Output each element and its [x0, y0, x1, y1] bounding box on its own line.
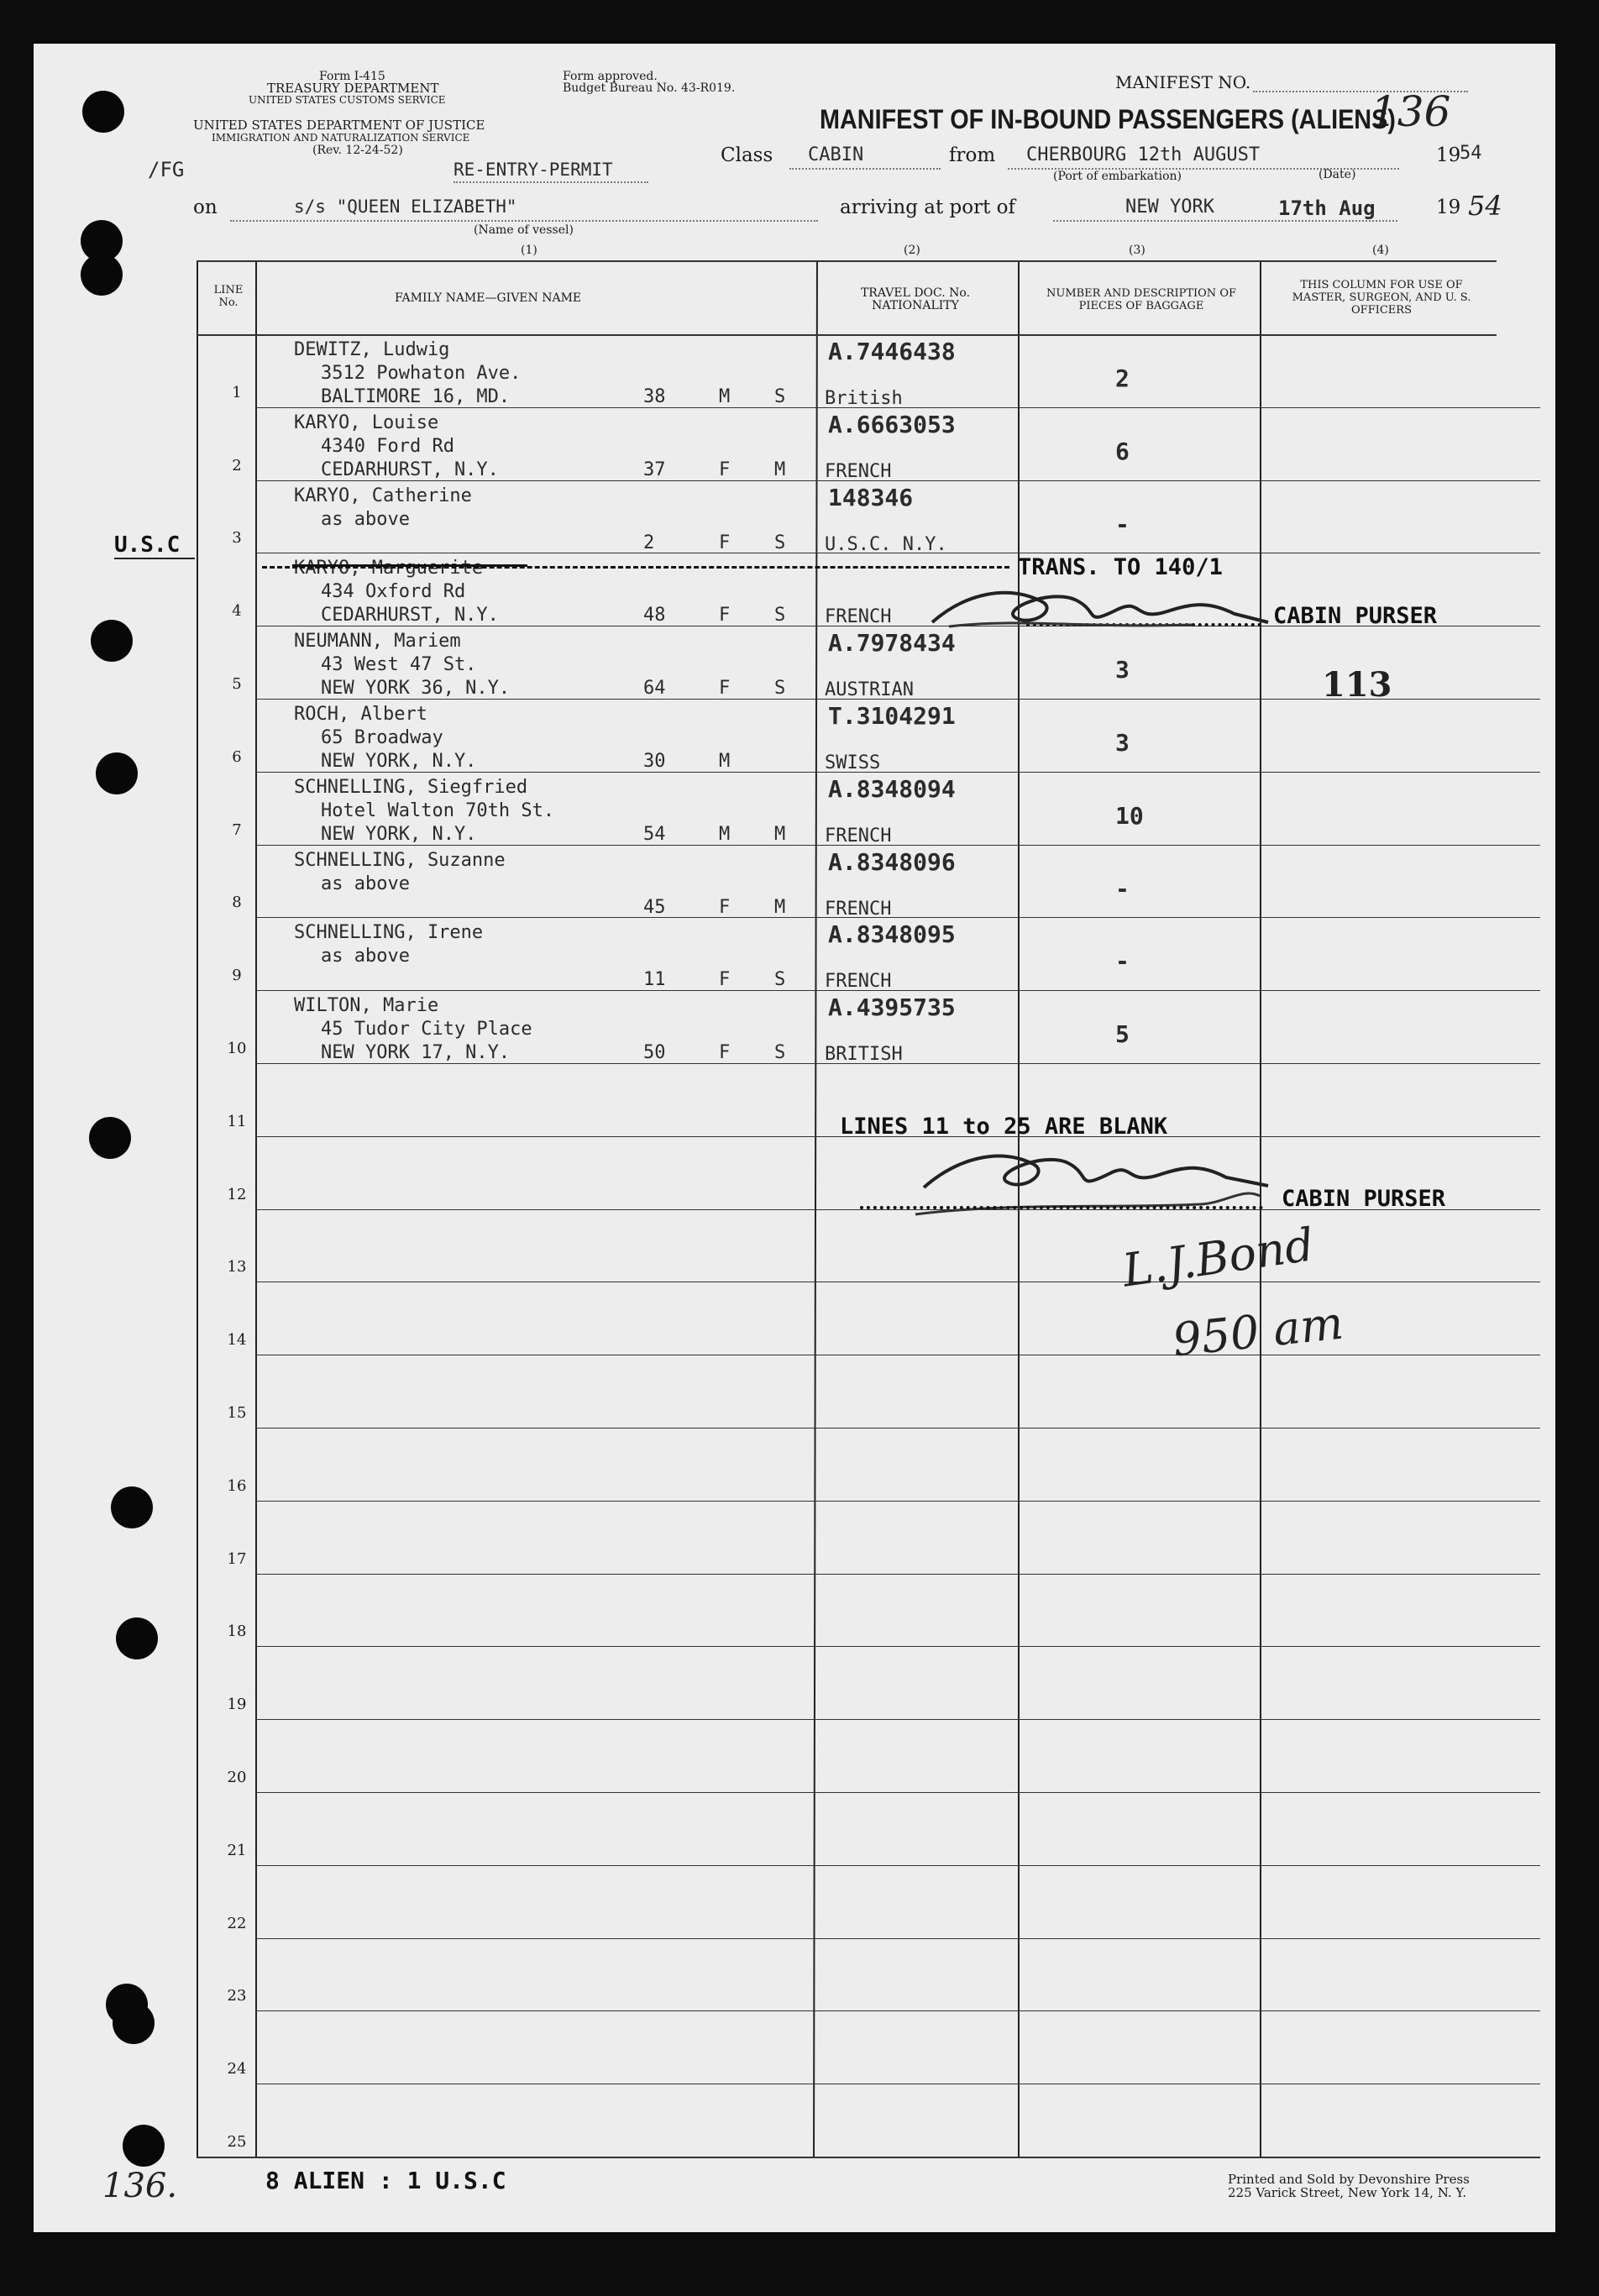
- printer-line-1: Printed and Sold by Devonshire Press: [1228, 2172, 1470, 2187]
- year-suffix-1: 54: [1460, 143, 1482, 164]
- passenger-age: 38: [643, 386, 666, 407]
- table-header-rule: [197, 334, 1497, 336]
- passenger-address-2: CEDARHURST, N.Y.: [321, 605, 499, 626]
- purser-signature-1: [915, 576, 1277, 647]
- col-number-3: (3): [1129, 244, 1146, 257]
- travel-doc-header: TRAVEL DOC. No. NATIONALITY: [860, 286, 971, 312]
- form-number: Form I-415: [319, 70, 385, 83]
- passenger-sex: F: [719, 896, 731, 918]
- name-header: FAMILY NAME—GIVEN NAME: [395, 291, 582, 305]
- port-value: NEW YORK: [1125, 197, 1214, 218]
- line-number: 23: [227, 1987, 247, 2005]
- passenger-marital: S: [774, 678, 786, 700]
- handwritten-signature: L.J.Bond: [1119, 1218, 1318, 1297]
- baggage-count: 10: [1115, 801, 1144, 830]
- passenger-name: KARYO, Catherine: [294, 485, 472, 506]
- vessel-caption: (Name of vessel): [474, 223, 574, 237]
- line-number: 8: [232, 894, 242, 911]
- class-line: [789, 168, 941, 170]
- passenger-marital: M: [774, 459, 786, 480]
- line-number: 22: [227, 1915, 247, 1932]
- passenger-name: SCHNELLING, Siegfried: [294, 776, 528, 798]
- passenger-age: 48: [643, 605, 666, 626]
- line-number: 13: [227, 1258, 247, 1276]
- port-line: [1053, 220, 1397, 222]
- vessel-line: [230, 220, 818, 222]
- travel-doc-number: A.7978434: [828, 629, 956, 658]
- passenger-address-1: as above: [321, 873, 410, 894]
- col-number-1: (1): [521, 244, 537, 257]
- passenger-marital: S: [774, 532, 786, 553]
- line-number: 7: [232, 821, 242, 839]
- table-bottom-rule: [197, 2157, 1540, 2158]
- travel-doc-number: A.8348096: [828, 847, 956, 876]
- row-rule: [255, 1646, 1540, 1647]
- manifest-no-label: MANIFEST NO.: [1115, 72, 1251, 92]
- baggage-header: NUMBER AND DESCRIPTION OF PIECES OF BAGGAGE: [1046, 287, 1236, 312]
- travel-doc-number: A.4395735: [828, 993, 956, 1022]
- passenger-address-2: NEW YORK 17, N.Y.: [321, 1042, 511, 1064]
- row-rule: [255, 1501, 1540, 1502]
- passenger-name: ROCH, Albert: [294, 704, 427, 725]
- passenger-name: SCHNELLING, Suzanne: [294, 849, 506, 871]
- row-rule: [255, 2010, 1540, 2011]
- line-number: 5: [232, 675, 242, 693]
- passenger-marital: S: [774, 969, 786, 991]
- manifest-title: MANIFEST OF IN-BOUND PASSENGERS (ALIENS): [820, 104, 1396, 134]
- fg-note: /FG: [148, 158, 185, 181]
- nationality: FRENCH: [825, 898, 892, 920]
- line-number: 15: [227, 1404, 247, 1422]
- port-embarkation-caption: (Port of embarkation): [1053, 170, 1182, 183]
- travel-doc-number: A.6663053: [828, 410, 956, 438]
- line-number: 17: [227, 1550, 247, 1568]
- vessel-value: s/s "QUEEN ELIZABETH": [294, 197, 517, 217]
- row-rule: [255, 480, 1540, 481]
- punch-hole: [113, 2002, 155, 2044]
- trans-note: TRANS. TO 140/1: [1018, 554, 1223, 580]
- purser-dotted-line-2: [860, 1206, 1263, 1209]
- passenger-age: 50: [643, 1042, 666, 1064]
- baggage-count: 5: [1115, 1020, 1130, 1049]
- line-number: 1: [232, 384, 242, 401]
- class-label: Class: [721, 144, 773, 166]
- passenger-address-1: 434 Oxford Rd: [321, 581, 466, 603]
- passenger-name: DEWITZ, Ludwig: [294, 339, 450, 360]
- from-value: CHERBOURG 12th AUGUST: [1026, 144, 1261, 165]
- purser-signature-2: [907, 1137, 1277, 1224]
- year-prefix-1: 19: [1436, 144, 1461, 166]
- nationality: SWISS: [825, 752, 881, 773]
- travel-doc-number: T.3104291: [828, 702, 956, 730]
- passenger-marital: S: [774, 605, 786, 626]
- passenger-age: 45: [643, 896, 666, 918]
- passenger-name: KARYO, Louise: [294, 411, 439, 433]
- line-number: 21: [227, 1842, 247, 1859]
- line-number: 10: [227, 1040, 247, 1057]
- passenger-address-1: 43 West 47 St.: [321, 654, 477, 676]
- year-prefix-2: 19: [1436, 197, 1461, 218]
- line-number: 16: [227, 1477, 247, 1495]
- passenger-marital: M: [774, 896, 786, 918]
- nationality: FRENCH: [825, 971, 892, 993]
- signature-scribble: [915, 576, 1277, 643]
- row-rule: [255, 1792, 1540, 1793]
- travel-doc-number: 148346: [828, 483, 914, 511]
- line-number: 14: [227, 1331, 247, 1349]
- passenger-name: NEUMANN, Mariem: [294, 631, 461, 653]
- col-number-2: (2): [904, 244, 920, 257]
- passenger-marital: S: [774, 1042, 786, 1064]
- row-rule: [255, 990, 1540, 991]
- passenger-age: 64: [643, 678, 666, 700]
- cabin-purser-stamp-2: CABIN PURSER: [1282, 1186, 1446, 1212]
- passenger-address-2: CEDARHURST, N.Y.: [321, 459, 499, 480]
- budget-bureau: Budget Bureau No. 43-R019.: [563, 81, 736, 95]
- line-number: 18: [227, 1622, 247, 1640]
- punch-hole: [96, 752, 138, 794]
- treasury-dept: TREASURY DEPARTMENT: [267, 81, 439, 96]
- margin-page-number: 136.: [102, 2167, 178, 2205]
- justice-dept: UNITED STATES DEPARTMENT OF JUSTICE: [193, 118, 485, 133]
- passenger-marital: M: [774, 823, 786, 845]
- passenger-age: 37: [643, 459, 666, 480]
- cabin-purser-stamp-1: CABIN PURSER: [1273, 603, 1438, 629]
- row-rule: [255, 1574, 1540, 1575]
- class-value: CABIN: [808, 144, 864, 165]
- travel-doc-number: A.8348094: [828, 774, 956, 803]
- nationality: U.S.C. N.Y.: [825, 533, 947, 555]
- passenger-age: 30: [643, 751, 666, 772]
- passenger-age: 11: [643, 969, 666, 991]
- manifest-page: [34, 44, 1555, 2232]
- handwritten-time: 950 am: [1170, 1296, 1346, 1367]
- passenger-address-2: NEW YORK, N.Y.: [321, 823, 477, 845]
- punch-hole: [111, 1486, 153, 1528]
- date-caption: (Date): [1319, 168, 1356, 181]
- passenger-sex: M: [719, 386, 731, 407]
- punch-hole: [91, 620, 133, 662]
- punch-hole: [81, 254, 123, 296]
- travel-doc-number: A.7446438: [828, 338, 956, 365]
- line-number: 2: [232, 457, 242, 474]
- line-number: 3: [232, 529, 242, 547]
- year-suffix-2: 54: [1468, 190, 1502, 222]
- reentry-permit-note: RE-ENTRY-PERMIT: [453, 160, 613, 180]
- manifest-no-handwritten: 136: [1371, 87, 1451, 136]
- passenger-name: SCHNELLING, Irene: [294, 922, 484, 944]
- passenger-address-1: as above: [321, 946, 410, 967]
- passenger-name: KARYO, Marguerite: [294, 558, 484, 579]
- baggage-count: 2: [1115, 364, 1130, 392]
- row-rule: [255, 1938, 1540, 1939]
- line-number: 6: [232, 748, 242, 766]
- passenger-sex: M: [719, 823, 731, 845]
- officers-header: THIS COLUMN FOR USE OF MASTER, SURGEON, AND U. S. OFFICERS: [1292, 279, 1471, 317]
- baggage-count: 3: [1115, 729, 1130, 757]
- usc-margin-underline: [114, 558, 195, 559]
- passenger-sex: F: [719, 969, 731, 991]
- nationality: FRENCH: [825, 606, 892, 628]
- passenger-address-1: Hotel Walton 70th St.: [321, 799, 555, 821]
- row-rule: [255, 1719, 1540, 1720]
- line-number: 11: [227, 1113, 247, 1130]
- baggage-count: 6: [1115, 437, 1130, 465]
- passenger-marital: S: [774, 386, 786, 407]
- line-number: 4: [232, 602, 242, 620]
- punch-hole: [116, 1617, 158, 1659]
- from-label: from: [949, 144, 996, 166]
- passenger-sex: M: [719, 751, 731, 772]
- passenger-age: 2: [643, 532, 655, 553]
- baggage-count: 3: [1115, 656, 1130, 684]
- nationality: British: [825, 388, 903, 409]
- alien-summary: 8 ALIEN : 1 U.S.C: [265, 2167, 506, 2194]
- passenger-sex: F: [719, 459, 731, 480]
- row-rule: [255, 917, 1540, 918]
- on-label: on: [193, 197, 218, 218]
- travel-doc-number: A.8348095: [828, 920, 956, 949]
- customs-service: UNITED STATES CUSTOMS SERVICE: [249, 94, 446, 106]
- baggage-count: -: [1115, 510, 1130, 538]
- punch-hole: [82, 91, 124, 133]
- nationality: BRITISH: [825, 1044, 903, 1066]
- arriving-label: arriving at port of: [840, 197, 1015, 218]
- printer-line-2: 225 Varick Street, New York 14, N. Y.: [1228, 2185, 1467, 2200]
- baggage-count: -: [1115, 947, 1130, 976]
- line-number: 24: [227, 2060, 247, 2078]
- passenger-sex: F: [719, 605, 731, 626]
- line-number: 9: [232, 967, 242, 984]
- passenger-name: WILTON, Marie: [294, 995, 439, 1017]
- date-value: 17th Aug: [1278, 197, 1376, 220]
- officer-handwritten-note: 113: [1322, 665, 1392, 705]
- nationality: FRENCH: [825, 460, 892, 482]
- passenger-address-1: 3512 Powhaton Ave.: [321, 363, 522, 384]
- line-number: 20: [227, 1769, 247, 1786]
- reentry-underline: [453, 181, 648, 183]
- passenger-address-1: 45 Tudor City Place: [321, 1019, 532, 1041]
- row-rule: [255, 1865, 1540, 1866]
- passenger-address-1: 65 Broadway: [321, 727, 443, 748]
- form-approved: Form approved.: [563, 70, 658, 83]
- passenger-sex: F: [719, 532, 731, 553]
- line-no-header: LINE No.: [213, 284, 244, 309]
- strike-dashed-line: [262, 566, 1009, 569]
- revision: (Rev. 12-24-52): [312, 144, 403, 157]
- passenger-address-2: NEW YORK, N.Y.: [321, 751, 477, 772]
- row-rule: [255, 845, 1540, 846]
- passenger-address-1: as above: [321, 508, 410, 530]
- passenger-address-2: NEW YORK 36, N.Y.: [321, 678, 511, 700]
- nationality: FRENCH: [825, 825, 892, 847]
- passenger-sex: F: [719, 678, 731, 700]
- table-top-rule: [197, 260, 1497, 262]
- blank-lines-note: LINES 11 to 25 ARE BLANK: [840, 1114, 1168, 1140]
- line-number: 12: [227, 1186, 247, 1203]
- usc-margin-note: U.S.C: [114, 532, 181, 558]
- col-number-4: (4): [1372, 244, 1389, 257]
- nationality: AUSTRIAN: [825, 679, 914, 701]
- baggage-count: -: [1115, 874, 1130, 903]
- passenger-address-2: BALTIMORE 16, MD.: [321, 386, 511, 407]
- punch-hole: [123, 2125, 165, 2167]
- line-number: 25: [227, 2133, 247, 2151]
- table-border-left: [197, 260, 198, 2158]
- passenger-age: 54: [643, 823, 666, 845]
- line-number: 19: [227, 1696, 247, 1713]
- passenger-address-1: 4340 Ford Rd: [321, 435, 454, 457]
- passenger-sex: F: [719, 1042, 731, 1064]
- ins-service: IMMIGRATION AND NATURALIZATION SERVICE: [212, 132, 470, 144]
- row-rule: [255, 772, 1540, 773]
- punch-hole: [89, 1117, 131, 1159]
